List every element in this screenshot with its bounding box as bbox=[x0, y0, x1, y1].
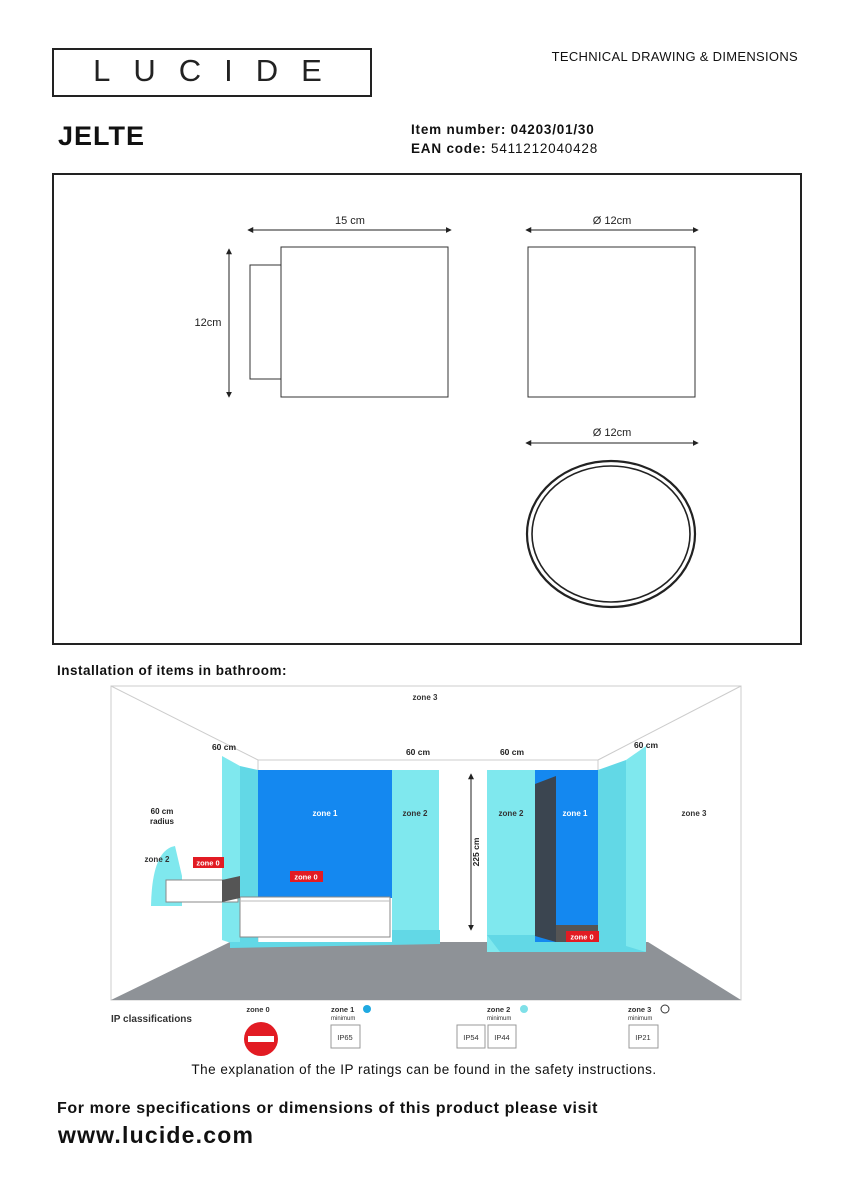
top-width-label: Ø 12cm bbox=[592, 427, 632, 439]
bathroom-zones-diagram bbox=[0, 680, 848, 1060]
dim-right-label: 60 cm bbox=[633, 740, 659, 750]
zone2-bath-label: zone 2 bbox=[402, 809, 428, 818]
ean-value: 5411212040428 bbox=[491, 141, 599, 156]
radius-sub-label: radius bbox=[149, 817, 175, 826]
zone2-shower-area bbox=[487, 770, 535, 952]
side-view bbox=[195, 215, 451, 397]
zone0-bath-badge: zone 0 bbox=[294, 872, 318, 882]
dim-mid-right-label: 60 cm bbox=[499, 747, 525, 757]
shower-glass bbox=[535, 776, 556, 942]
item-number-label: Item number: bbox=[411, 122, 507, 137]
ip-zone1-min: minimum bbox=[331, 1016, 356, 1022]
ip-code-ip44: IP44 bbox=[494, 1033, 510, 1042]
side-height-label: 12cm bbox=[194, 317, 222, 329]
dim-left-label: 60 cm bbox=[211, 742, 237, 752]
radius-label: 60 cm bbox=[150, 807, 174, 816]
ip-title: IP classifications bbox=[111, 1014, 192, 1025]
ean-label: EAN code: bbox=[411, 141, 487, 156]
front-width-label: Ø 12cm bbox=[592, 215, 632, 227]
height-label: 225 cm bbox=[471, 837, 481, 867]
zone2-shower-label: zone 2 bbox=[498, 809, 524, 818]
brand-logo: LUCIDE bbox=[93, 53, 345, 88]
zone1-shower-label: zone 1 bbox=[562, 809, 588, 818]
ip-zone2-label: zone 2 bbox=[487, 1005, 511, 1014]
ip-zone3-min: minimum bbox=[628, 1016, 653, 1022]
zone1-bath-label: zone 1 bbox=[312, 809, 338, 818]
zone1-color-dot bbox=[363, 1005, 371, 1013]
top-view bbox=[526, 427, 698, 607]
zone3-right-label: zone 3 bbox=[681, 809, 707, 818]
bathroom-section-title: Installation of items in bathroom: bbox=[57, 663, 288, 678]
ip-code-ip65: IP65 bbox=[337, 1033, 353, 1042]
side-width-label: 15 cm bbox=[335, 215, 365, 227]
dim-mid-left-label: 60 cm bbox=[405, 747, 431, 757]
product-name: JELTE bbox=[58, 121, 146, 151]
zone2-sink-label: zone 2 bbox=[144, 855, 170, 864]
zone0-sink-badge: zone 0 bbox=[196, 858, 220, 868]
ip-zone3-label: zone 3 bbox=[628, 1005, 652, 1014]
ip-code-ip21: IP21 bbox=[635, 1033, 651, 1042]
document-type: TECHNICAL DRAWING & DIMENSIONS bbox=[551, 49, 798, 64]
bathtub bbox=[240, 897, 390, 937]
zone0-shower-badge: zone 0 bbox=[570, 932, 594, 942]
ip-code-ip54: IP54 bbox=[463, 1033, 479, 1042]
front-view bbox=[526, 215, 698, 397]
ip-explanation-note: The explanation of the IP ratings can be found in the safety instructions. bbox=[191, 1062, 657, 1077]
more-info-text: For more specifications or dimensions of this product please visit bbox=[57, 1100, 599, 1117]
zone3-color-dot bbox=[661, 1005, 669, 1013]
ip-zone1-label: zone 1 bbox=[331, 1005, 355, 1014]
zone2-bath-area bbox=[392, 770, 439, 942]
zone3-top-label: zone 3 bbox=[412, 693, 438, 702]
zone1-bath-area bbox=[258, 770, 392, 898]
ip-zone0-label: zone 0 bbox=[246, 1005, 270, 1014]
zone2-color-dot bbox=[520, 1005, 528, 1013]
ip-zone2-min: minimum bbox=[487, 1016, 512, 1022]
website-link[interactable]: www.lucide.com bbox=[58, 1122, 255, 1148]
item-number-value: 04203/01/30 bbox=[510, 122, 595, 137]
